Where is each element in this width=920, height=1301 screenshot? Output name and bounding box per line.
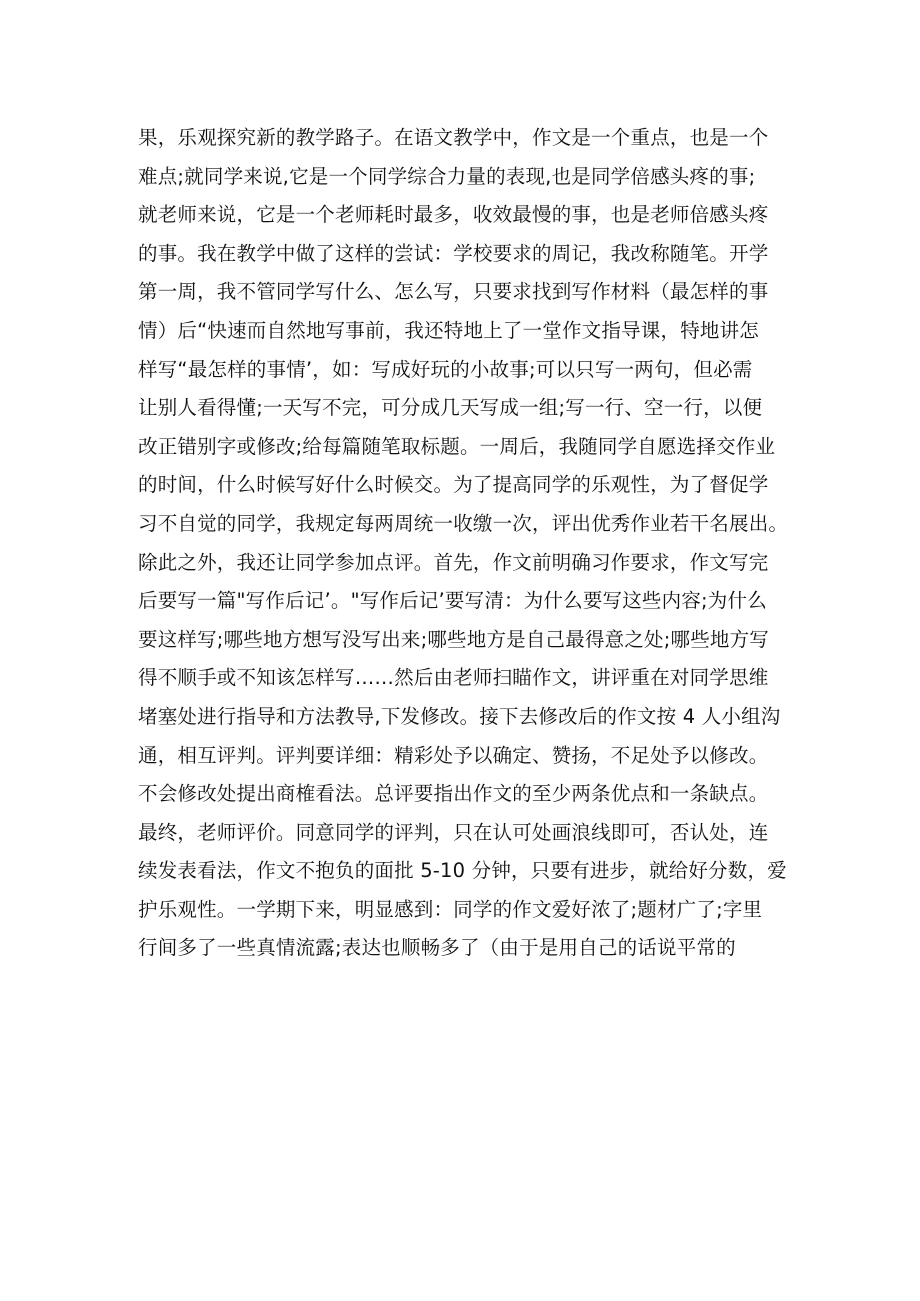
text-line: 改正错别字或修改;给每篇随笔取标题。一周后，我随同学自愿选择交作业 [138,434,776,458]
text-line: 通，相互评判。评判要详细：精彩处予以确定、赞扬，不足处予以修改。 [138,743,769,767]
text-line: 后要写一篇"写作后记’。"写作后记’要写清：为什么要写这些内容;为什么 [138,589,767,613]
text-line: 习不自觉的同学，我规定每两周统一收缴一次，评出优秀作业若干名展出。 [138,511,789,535]
text-line: 的时间，什么时候写好什么时候交。为了提高同学的乐观性，为了督促学 [138,473,769,497]
text-line: 得不顺手或不知该怎样写……然后由老师扫瞄作文，讲评重在对同学思维 [138,666,769,690]
text-line: 护乐观性。一学期下来，明显感到：同学的作文爱好浓了;题材广了;字里 [138,897,763,921]
text-line: 就老师来说，它是一个老师耗时最多，收效最慢的事，也是老师倍感头疼 [138,203,769,227]
body-text [138,119,798,968]
text-line: 样写“最怎样的事情’，如：写成好玩的小故事;可以只写一两句，但必需 [138,357,753,381]
text-line: 续发表看法，作文不抱负的面批 5-10 分钟，只要有进步，就给好分数，爱 [138,859,787,883]
text-line: 除此之外，我还让同学参加点评。首先，作文前明确习作要求，作文写完 [138,550,769,574]
text-line: 要这样写;哪些地方想写没写出来;哪些地方是自己最得意之处;哪些地方写 [138,627,770,651]
text-line: 果，乐观探究新的教学路子。在语文教学中，作文是一个重点，也是一个 [138,126,769,149]
text-line: 情）后“快速而自然地写事前，我还特地上了一堂作文指导课，特地讲怎 [138,318,760,342]
text-line: 不会修改处提出商榷看法。总评要指出作文的至少两条优点和一条缺点。 [138,782,769,806]
text-line: 的事。我在教学中做了这样的尝试：学校要求的周记，我改称随笔。开学 [138,241,769,265]
text-line: 让别人看得懂;一天写不完，可分成几天写成一组;写一行、空一行，以便 [138,396,763,420]
text-line: 行间多了一些真情流露;表达也顺畅多了（由于是用自己的话说平常的 [138,936,736,960]
text-line: 难点;就同学来说,它是一个同学综合力量的表现,也是同学倍感头疼的事; [138,164,756,188]
text-line: 最终，老师评价。同意同学的评判，只在认可处画浪线即可，否认处，连 [138,820,769,844]
text-line: 第一周，我不管同学写什么、怎么写，只要求找到写作材料（最怎样的事 [138,280,769,304]
text-line: 堵塞处进行指导和方法教导,下发修改。接下去修改后的作文按 4 人小组沟 [138,704,781,728]
